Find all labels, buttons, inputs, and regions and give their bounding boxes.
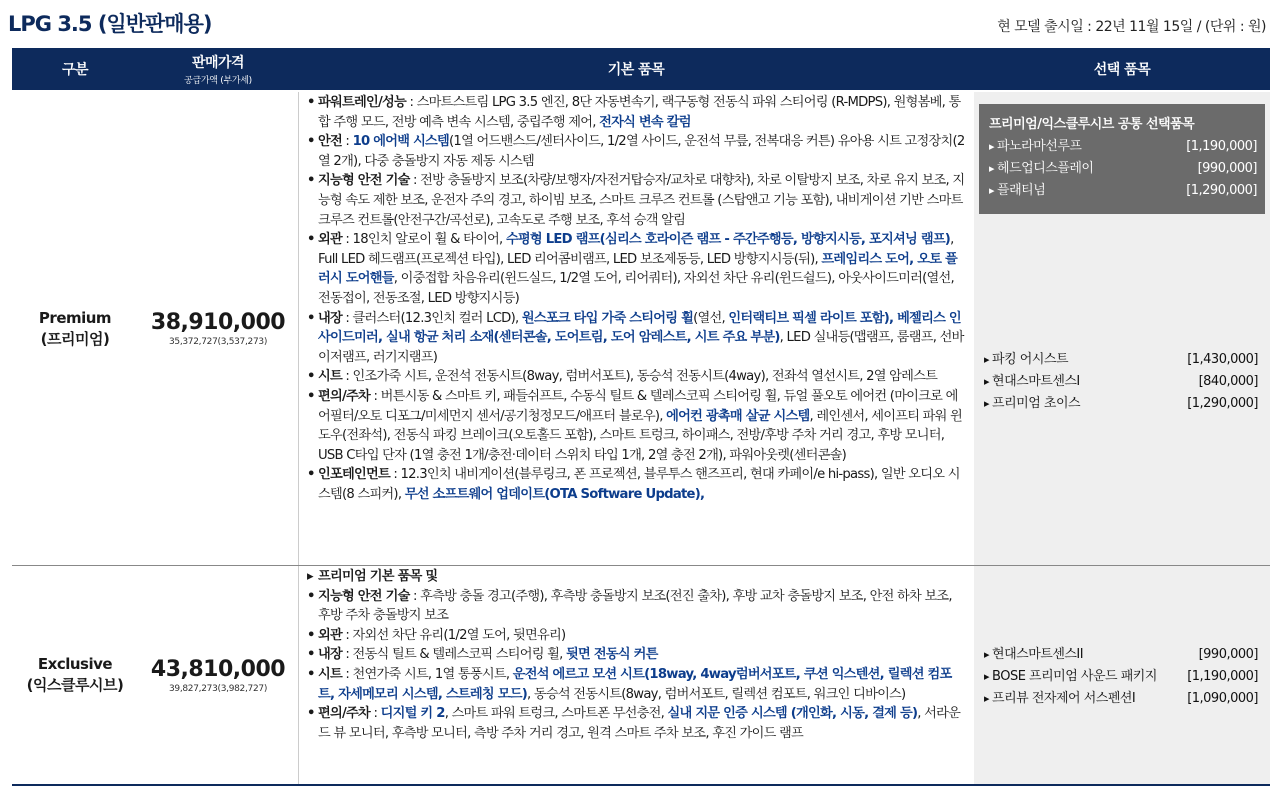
- header-options: [974, 48, 1270, 90]
- trim-name: Exclusive: [37, 655, 113, 673]
- option-name: ▸ 프리미엄 초이스: [984, 393, 1080, 415]
- header-basic-label: 기본 품목: [607, 62, 665, 78]
- trim-name-cell: [12, 566, 138, 784]
- option-row: [984, 393, 1258, 415]
- header-price-sub: 공급가액 (부가세): [184, 76, 252, 86]
- basic-items-cell: [298, 566, 974, 784]
- sale-price: 38,910,000: [150, 310, 286, 335]
- item-highlight: 운전석 에르고 모션 시트(18way, 4way럼버서포트, 쿠션 익스텐션, 릴렉션 컴포트, 자세메모리 시스템, 스트레칭 모드): [318, 666, 952, 702]
- item-label: 편의/주차: [318, 388, 371, 404]
- sale-price: 43,810,000: [150, 656, 286, 682]
- list-item: [307, 309, 966, 368]
- list-item: [307, 465, 966, 504]
- option-price: [1,290,000]: [1187, 396, 1258, 411]
- option-name: ▸ 플래티넘: [989, 180, 1045, 202]
- item-highlight: 디지털 키 2: [380, 706, 445, 722]
- trim-name-kr: (익스클루시브): [26, 676, 124, 694]
- item-highlight: 실내 지문 인증 시스템 (개인화, 시동, 결제 등): [667, 706, 918, 722]
- item-highlight: 10 에어백 시스템: [352, 134, 450, 150]
- table-header: [12, 48, 1270, 90]
- item-text: , 스마트 파워 트렁크, 스마트폰 무선충전,: [444, 706, 668, 722]
- item-text: , LED 실내등(맵램프, 룸램프, 선바이저램프, 러기지램프): [318, 330, 964, 365]
- common-options-title: 프리미엄/익스클루시브 공통 선택품목: [989, 117, 1195, 132]
- item-text: : 버튼시동 & 스마트 키, 패들쉬프트, 수동식 틸트 & 텔레스코픽 스티어링 휠, 듀얼 풀오토 에어컨 (마이크로 에어필터/오토 디포그/미세먼지 센서/공기청정모드/애프터 블로우),: [318, 388, 958, 424]
- item-highlight: 뒷면 전동식 커튼: [566, 647, 658, 663]
- common-options-box: [979, 104, 1265, 214]
- release-info: 현 모델 출시일 : 22년 11월 15일 / (단위 : 원): [997, 19, 1266, 35]
- item-text: , 동승석 전동시트(8way, 럼버서포트, 릴렉션 컴포트, 워크인 디바이스): [527, 686, 906, 702]
- option-name: ▸ 프리뷰 전자제어 서스펜션I: [984, 688, 1135, 710]
- list-item: [307, 626, 966, 646]
- item-text: , Full LED 헤드램프(프로젝션 타입), LED 리어콤비램프, LED 보조제동등, LED 방향지시등(뒤),: [318, 232, 954, 267]
- option-price: [990,000]: [1198, 647, 1258, 662]
- option-row: [984, 688, 1258, 710]
- option-row: [984, 666, 1258, 688]
- item-label: 프리미엄 기본 품목 및: [318, 569, 438, 584]
- item-text: :: [370, 706, 381, 722]
- item-text: : 인조가죽 시트, 운전석 전동시트(8way, 럼버서포트), 동승석 전동시트(4way), 전좌석 열선시트, 2열 암레스트: [341, 369, 938, 385]
- item-text: , 이중접합 차음유리(윈드실드, 1/2열 도어, 리어쿼터), 자외선 차단 유리(윈드쉴드), 아웃사이드미러(열선, 전동접이, 전동조절, LED 방향지시등): [318, 271, 954, 306]
- item-text: : 12.3인치 내비게이션(블루링크, 폰 프로젝션, 블루투스 핸즈프리, 현대 카페이/e hi-pass), 일반 오디오 시스템(8 스피커),: [318, 467, 960, 502]
- item-highlight: 무선 소프트웨어 업데이트(OTA Software Update),: [404, 486, 705, 502]
- item-text: : 자외선 차단 유리(1/2열 도어, 뒷면유리): [341, 627, 566, 643]
- item-highlight: 인터랙티브 픽셀 라이트 포함), 베젤리스 인사이드미러, 실내 항균 처리 소재(센터콘솔, 도어트림, 도어 암레스트, 시트 주요 부분): [318, 310, 961, 346]
- price-cell: [138, 92, 298, 565]
- item-text: : 전동식 틸트 & 텔레스코픽 스티어링 휠,: [341, 647, 567, 663]
- option-name: ▸ 현대스마트센스I: [984, 371, 1080, 393]
- table-row-exclusive: [12, 566, 1270, 786]
- option-price: [990,000]: [1197, 161, 1257, 176]
- option-row: [984, 349, 1258, 371]
- header-price: [138, 48, 298, 90]
- header-category: [12, 48, 138, 90]
- item-text: : 천연가죽 시트, 1열 통풍시트,: [341, 666, 513, 682]
- list-item: [307, 665, 966, 704]
- option-name: ▸ 파킹 어시스트: [984, 349, 1068, 371]
- options-cell: [974, 566, 1270, 784]
- option-price: [1,090,000]: [1187, 691, 1258, 706]
- list-item: [307, 93, 966, 132]
- item-highlight: 원스포크 타입 가죽 스티어링 휠: [521, 310, 694, 326]
- item-text: , 레인센서, 세이프티 파워 윈도우(전좌석), 전동식 파킹 브레이크(오토홀드 포함), 스마트 트렁크, 하이패스, 전방/후방 주차 거리 경고, 후방 모니터, USB C타입 단자 (1열 충전 1개/충전·데이터 스위치 타입 1개, 2열 충전 2개), 파워아웃렛(센터콘솔): [318, 408, 963, 463]
- header-basic: [298, 48, 974, 90]
- option-name: ▸ 파노라마선루프: [989, 136, 1081, 158]
- item-text: : 스마트스트림 LPG 3.5 엔진, 8단 자동변속기, 랙구동형 전동식 파워 스티어링 (R-MDPS), 원형봄베, 통합 주행 모드, 전방 예측 변속 시스템, 중립주행 제어,: [318, 95, 961, 130]
- premium-options-list: [984, 349, 1258, 415]
- item-label: 외관: [318, 627, 342, 643]
- list-item: [307, 387, 966, 465]
- list-item: [307, 171, 966, 230]
- item-text: , 서라운드 뷰 모니터, 후측방 모니터, 측방 주차 거리 경고, 원격 스마트 주차 보조, 후진 가이드 램프: [318, 706, 961, 741]
- item-label: 지능형 안전 기술: [318, 588, 410, 604]
- item-label: 시트: [318, 369, 342, 385]
- option-row: [984, 644, 1258, 666]
- option-name: ▸ 헤드업디스플레이: [989, 158, 1094, 180]
- option-name: ▸ BOSE 프리미엄 사운드 패키지: [984, 666, 1157, 688]
- supply-price: 35,372,727(3,537,273): [168, 337, 268, 347]
- item-label: 지능형 안전 기술: [318, 173, 410, 189]
- item-highlight: 전자식 변속 칼럼: [599, 114, 691, 130]
- exclusive-options-list: [984, 644, 1258, 710]
- item-label: 인포테인먼트: [318, 467, 390, 483]
- supply-price: 39,827,273(3,982,727): [168, 683, 268, 694]
- item-text: (열선,: [693, 310, 729, 326]
- option-row: [989, 136, 1257, 158]
- option-price: [1,190,000]: [1186, 139, 1257, 154]
- item-highlight: 프레임리스 도어, 오토 플러시 도어핸들: [318, 251, 958, 287]
- option-price: [1,290,000]: [1186, 183, 1257, 198]
- item-label: 파워트레인/성능: [318, 95, 406, 110]
- item-label: 편의/주차: [318, 706, 371, 722]
- option-price: [1,190,000]: [1187, 669, 1258, 684]
- list-item: [307, 645, 966, 665]
- item-label: 내장: [318, 310, 342, 326]
- trim-name: Premium: [38, 308, 112, 327]
- item-text: (1열 어드밴스드/센터사이드, 1/2열 사이드, 운전석 무릎, 전복대응 커튼) 유아용 시트 고정장치(2열 2개), 다중 충돌방지 자동 제동 시스템: [318, 134, 965, 169]
- option-row: [989, 180, 1257, 202]
- option-name: ▸ 현대스마트센스II: [984, 644, 1083, 666]
- list-item: [307, 230, 966, 308]
- basic-items-cell: [298, 92, 974, 565]
- trim-name-kr: (프리미엄): [40, 329, 110, 348]
- option-row: [989, 158, 1257, 180]
- list-item: [307, 367, 966, 387]
- item-label: 시트: [318, 666, 342, 682]
- item-text: :: [341, 134, 353, 150]
- list-item: [307, 587, 966, 626]
- header-options-label: 선택 품목: [1093, 62, 1151, 78]
- item-text: : 후측방 충돌 경고(주행), 후측방 충돌방지 보조(전진 출차), 후방 교차 충돌방지 보조, 안전 하차 보조, 후방 주차 충돌방지 보조: [318, 588, 952, 624]
- item-label: 안전: [318, 134, 342, 150]
- trim-name-cell: [12, 92, 138, 565]
- item-text: : 18인치 알로이 휠 & 타이어,: [341, 232, 506, 248]
- table-row-premium: [12, 92, 1270, 566]
- page-title: LPG 3.5 (일반판매용): [8, 12, 212, 36]
- option-price: [840,000]: [1198, 374, 1258, 389]
- options-cell: [974, 92, 1270, 565]
- option-price: [1,430,000]: [1187, 352, 1258, 367]
- item-label: 외관: [318, 232, 342, 248]
- item-text: : 클러스터(12.3인치 컬러 LCD),: [341, 310, 522, 326]
- option-row: [984, 371, 1258, 393]
- list-item: [307, 704, 966, 743]
- header-category-label: 구분: [61, 62, 89, 78]
- price-cell: [138, 566, 298, 784]
- list-item: [307, 567, 966, 587]
- header-price-label: 판매가격: [191, 55, 245, 71]
- item-text: : 전방 충돌방지 보조(차량/보행자/자전거탑승자/교차로 대향차), 차로 이탈방지 보조, 차로 유지 보조, 지능형 속도 제한 보조, 운전자 주의 경고, 하이빔 보조, 스마트 크루즈 컨트롤 (스탑앤고 기능 포함), 내비게이션 기반 스마트 크루즈 컨트롤(안전구간/곡선로), 고속도로 주행 보조, 후석 승객 알림: [318, 173, 965, 228]
- item-highlight: 에어컨 광촉매 살균 시스템: [666, 408, 810, 424]
- list-item: [307, 132, 966, 171]
- item-label: 내장: [318, 647, 342, 663]
- item-highlight: 수평형 LED 램프(심리스 호라이즌 램프 - 주간주행등, 방향지시등, 포지셔닝 램프): [505, 232, 951, 248]
